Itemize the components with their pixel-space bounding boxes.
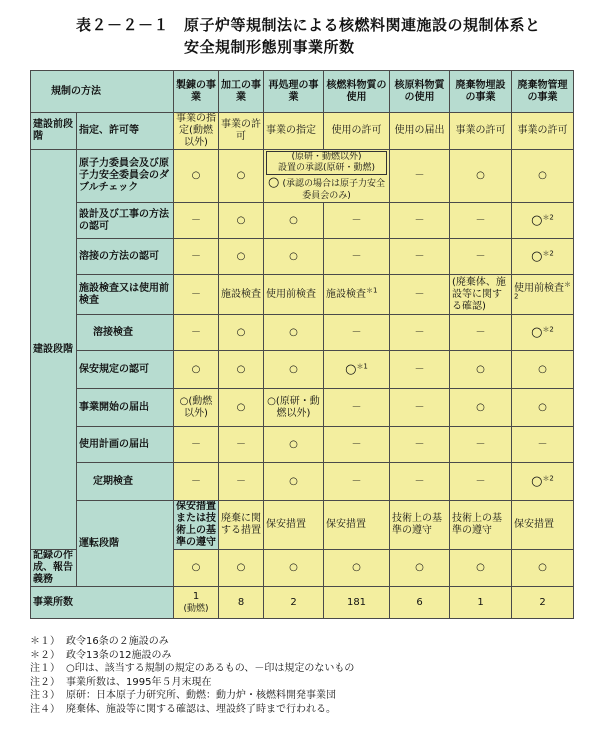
table-cell: － (450, 203, 512, 239)
table-cell: ○ (174, 150, 219, 203)
table-cell: ○ (512, 550, 574, 587)
footnote-mark: ＊2 (542, 325, 554, 334)
circle-mark: ○ (531, 324, 543, 340)
table-cell: ○ (264, 463, 324, 501)
footnote-key: ＊２） (30, 649, 60, 661)
table-cell: 技術上の基準の遵守 (450, 501, 512, 550)
table-cell: 使用前検査 (264, 275, 324, 315)
method-label: 保安措置または技術上の基準の遵守 (174, 501, 219, 550)
footnote-text: 廃棄体、施設等に関する確認は、埋設終了時まで行われる。 (66, 703, 336, 715)
table-cell: ○ (174, 550, 219, 587)
table-row (31, 351, 574, 389)
table-cell: ○ (512, 389, 574, 427)
table-cell: ○ (264, 239, 324, 275)
table-cell: 保安措置 (512, 501, 574, 550)
table-cell (512, 239, 574, 275)
circle-mark: ○ (267, 175, 280, 190)
table-cell: － (390, 203, 450, 239)
footnote-text: 政令16条の２施設のみ (66, 636, 169, 647)
table-cell: 保安措置 (324, 501, 390, 550)
table-cell (512, 275, 574, 315)
footnote (30, 649, 354, 663)
table-cell (264, 113, 324, 150)
table-cell: － (174, 203, 219, 239)
col-header-waste-management: 廃棄物管理の事業 (512, 71, 574, 113)
table-row (31, 239, 574, 275)
regulation-table (30, 70, 574, 619)
cell-text: 事業の指定 (266, 125, 316, 136)
table-cell: － (324, 239, 390, 275)
footnote-key: 注１） (30, 663, 60, 674)
footnote-text: 事業所数は、1995年５月末現在 (66, 676, 212, 688)
table-cell: ○ (450, 389, 512, 427)
table-cell: 廃棄に関する措置 (219, 501, 264, 550)
table-cell: － (390, 315, 450, 351)
title-line-1: 原子炉等規制法による核燃料関連施設の規制体系と (184, 16, 541, 34)
col-header-reprocessing: 再処理の事業 (264, 71, 324, 113)
table-cell: ○ (219, 203, 264, 239)
table-cell (512, 203, 574, 239)
table-cell: ○ (264, 550, 324, 587)
table-cell: ○ (219, 389, 264, 427)
table-cell: ○ (390, 550, 450, 587)
table-cell: ○ (512, 351, 574, 389)
method-label: 設計及び工事の方法の認可 (77, 203, 174, 239)
table-cell (264, 150, 390, 203)
circle-mark: ○ (531, 473, 543, 489)
table-cell: ○ (219, 239, 264, 275)
table-row (31, 315, 574, 351)
table-cell: ○ (264, 427, 324, 463)
table-cell: － (390, 427, 450, 463)
stage-construction: 建設段階 (31, 150, 77, 550)
col-header-waste-burial: 廃棄物埋設の事業 (450, 71, 512, 113)
table-cell: 使用の届出 (390, 113, 450, 150)
table-cell: (廃棄体、施設等に関する確認) (450, 275, 512, 315)
table-cell: ○ (219, 150, 264, 203)
table-row (31, 113, 574, 150)
cell-text: 使用前検査 (514, 282, 564, 294)
table-cell: － (324, 463, 390, 501)
method-label: 事業開始の届出 (77, 389, 174, 427)
footnote-key: 注４） (30, 703, 60, 715)
footnote-key: 注２） (30, 676, 60, 688)
count-value: 8 (219, 587, 264, 619)
footnote (30, 689, 354, 703)
footnote (30, 635, 354, 649)
method-label: 定期検査 (77, 463, 174, 501)
method-label: 指定、許可等 (77, 113, 174, 150)
footnote-key: 注３） (30, 690, 60, 701)
table-cell: ○ (264, 203, 324, 239)
table-cell: － (219, 427, 264, 463)
col-header-smelting: 製錬の事業 (174, 71, 219, 113)
cell-text: (原研・動燃以外) (291, 152, 362, 162)
table-cell: － (174, 463, 219, 501)
footnote-mark: ＊2 (542, 213, 554, 222)
footnote-mark: ＊1 (366, 286, 378, 295)
table-cell: － (450, 463, 512, 501)
table-cell: － (219, 463, 264, 501)
table-title (76, 14, 541, 58)
count-value: 2 (512, 587, 574, 619)
count-value: 181 (324, 587, 390, 619)
table-cell: ○ (450, 150, 512, 203)
table-cell: ○ (219, 550, 264, 587)
table-cell: ○ (264, 351, 324, 389)
circle-mark: ○ (531, 248, 543, 264)
table-cell: － (324, 203, 390, 239)
table-cell: － (390, 150, 450, 203)
table-cell: ○ (324, 550, 390, 587)
table-cell: － (450, 239, 512, 275)
method-label: 保安規定の認可 (77, 351, 174, 389)
table-cell: ○ (264, 315, 324, 351)
count-value: 6 (390, 587, 450, 619)
footnote (30, 703, 354, 717)
footnote-mark: ＊2 (542, 474, 554, 483)
table-row (31, 203, 574, 239)
method-label: 溶接の方法の認可 (77, 239, 174, 275)
table-cell: ○ (174, 351, 219, 389)
table-cell: 事業の指定(動燃以外) (174, 113, 219, 150)
col-header-nuclear-fuel-use: 核燃料物質の使用 (324, 71, 390, 113)
table-cell: － (174, 315, 219, 351)
footnotes (30, 635, 354, 716)
method-label: 使用計画の届出 (77, 427, 174, 463)
table-cell (324, 351, 390, 389)
footnote-mark: ＊2 (542, 249, 554, 258)
table-row (31, 275, 574, 315)
footnote-key: ＊１） (30, 636, 60, 647)
footnote-mark: ＊2 (514, 280, 571, 301)
table-cell (324, 275, 390, 315)
circle-mark: ○ (531, 212, 543, 228)
table-cell: － (450, 427, 512, 463)
table-row (31, 150, 574, 203)
method-label: 記録の作成、報告義務 (31, 550, 77, 587)
title-line-2: 安全規制形態別事業所数 (184, 38, 355, 56)
table-cell: ○(動燃以外) (174, 389, 219, 427)
footnote-text: ○印は、該当する規制の規定のあるもの、－印は規定のないもの (66, 663, 355, 674)
footnote (30, 676, 354, 690)
table-number: 表２－２－１ (76, 16, 170, 34)
boxed-note (266, 151, 387, 175)
cell-text: 設置の承認(原研・動燃) (277, 163, 376, 173)
table-cell: ○ (450, 550, 512, 587)
table-cell: － (390, 389, 450, 427)
table-cell (174, 587, 219, 619)
stage-operation: 運転段階 (77, 501, 174, 587)
table-row (31, 463, 574, 501)
table-cell: － (324, 315, 390, 351)
table-cell: － (390, 239, 450, 275)
count-note: (動燃) (183, 603, 209, 614)
table-row (31, 427, 574, 463)
method-label: 施設検査又は使用前検査 (77, 275, 174, 315)
count-label: 事業所数 (31, 587, 174, 619)
table-cell: － (174, 427, 219, 463)
footnote-text: 原研：日本原子力研究所、動燃：動力炉・核燃料開発事業団 (66, 690, 336, 701)
method-label: 原子力委員会及び原子力安全委員会のダブルチェック (77, 150, 174, 203)
table-cell: 施設検査 (219, 275, 264, 315)
table-cell: ○ (512, 150, 574, 203)
table-cell: － (324, 427, 390, 463)
table-cell: － (174, 239, 219, 275)
cell-text: 施設検査 (326, 288, 366, 300)
table-cell: 事業の許可 (219, 113, 264, 150)
count-value: 2 (264, 587, 324, 619)
table-cell: － (450, 315, 512, 351)
count-value: 1 (450, 587, 512, 619)
footnote (30, 662, 354, 676)
footnote-mark: ＊1 (356, 362, 368, 371)
col-header-source-material-use: 核原料物質の使用 (390, 71, 450, 113)
cell-note: (承認の場合は原子力安全委員会のみ) (282, 179, 386, 201)
method-label: 溶接検査 (77, 315, 174, 351)
table-cell: － (512, 427, 574, 463)
table-cell: 事業の許可 (512, 113, 574, 150)
table-row (31, 389, 574, 427)
table-cell: ○ (450, 351, 512, 389)
table-cell: 使用の許可 (324, 113, 390, 150)
table-cell: 事業の許可 (450, 113, 512, 150)
table-cell: ○ (219, 351, 264, 389)
table-cell: － (390, 275, 450, 315)
table-cell: 技術上の基準の遵守 (390, 501, 450, 550)
table-row (31, 501, 574, 550)
footnote-text: 政令13条の12施設のみ (66, 649, 172, 661)
table-cell: ○(原研・動燃以外) (264, 389, 324, 427)
table-cell: － (390, 351, 450, 389)
table-cell: 保安措置 (264, 501, 324, 550)
table-cell: － (174, 275, 219, 315)
count-row (31, 587, 574, 619)
col-header-processing: 加工の事業 (219, 71, 264, 113)
stage-pre-construction: 建設前段階 (31, 113, 77, 150)
corner-header: 規制の方法 (51, 85, 101, 97)
table-cell (512, 463, 574, 501)
table-cell: － (324, 389, 390, 427)
header-row (31, 71, 574, 113)
table-cell: － (390, 463, 450, 501)
count-value: 1 (192, 590, 200, 602)
table-cell: ○ (219, 315, 264, 351)
table-cell (512, 315, 574, 351)
circle-mark: ○ (345, 361, 357, 377)
